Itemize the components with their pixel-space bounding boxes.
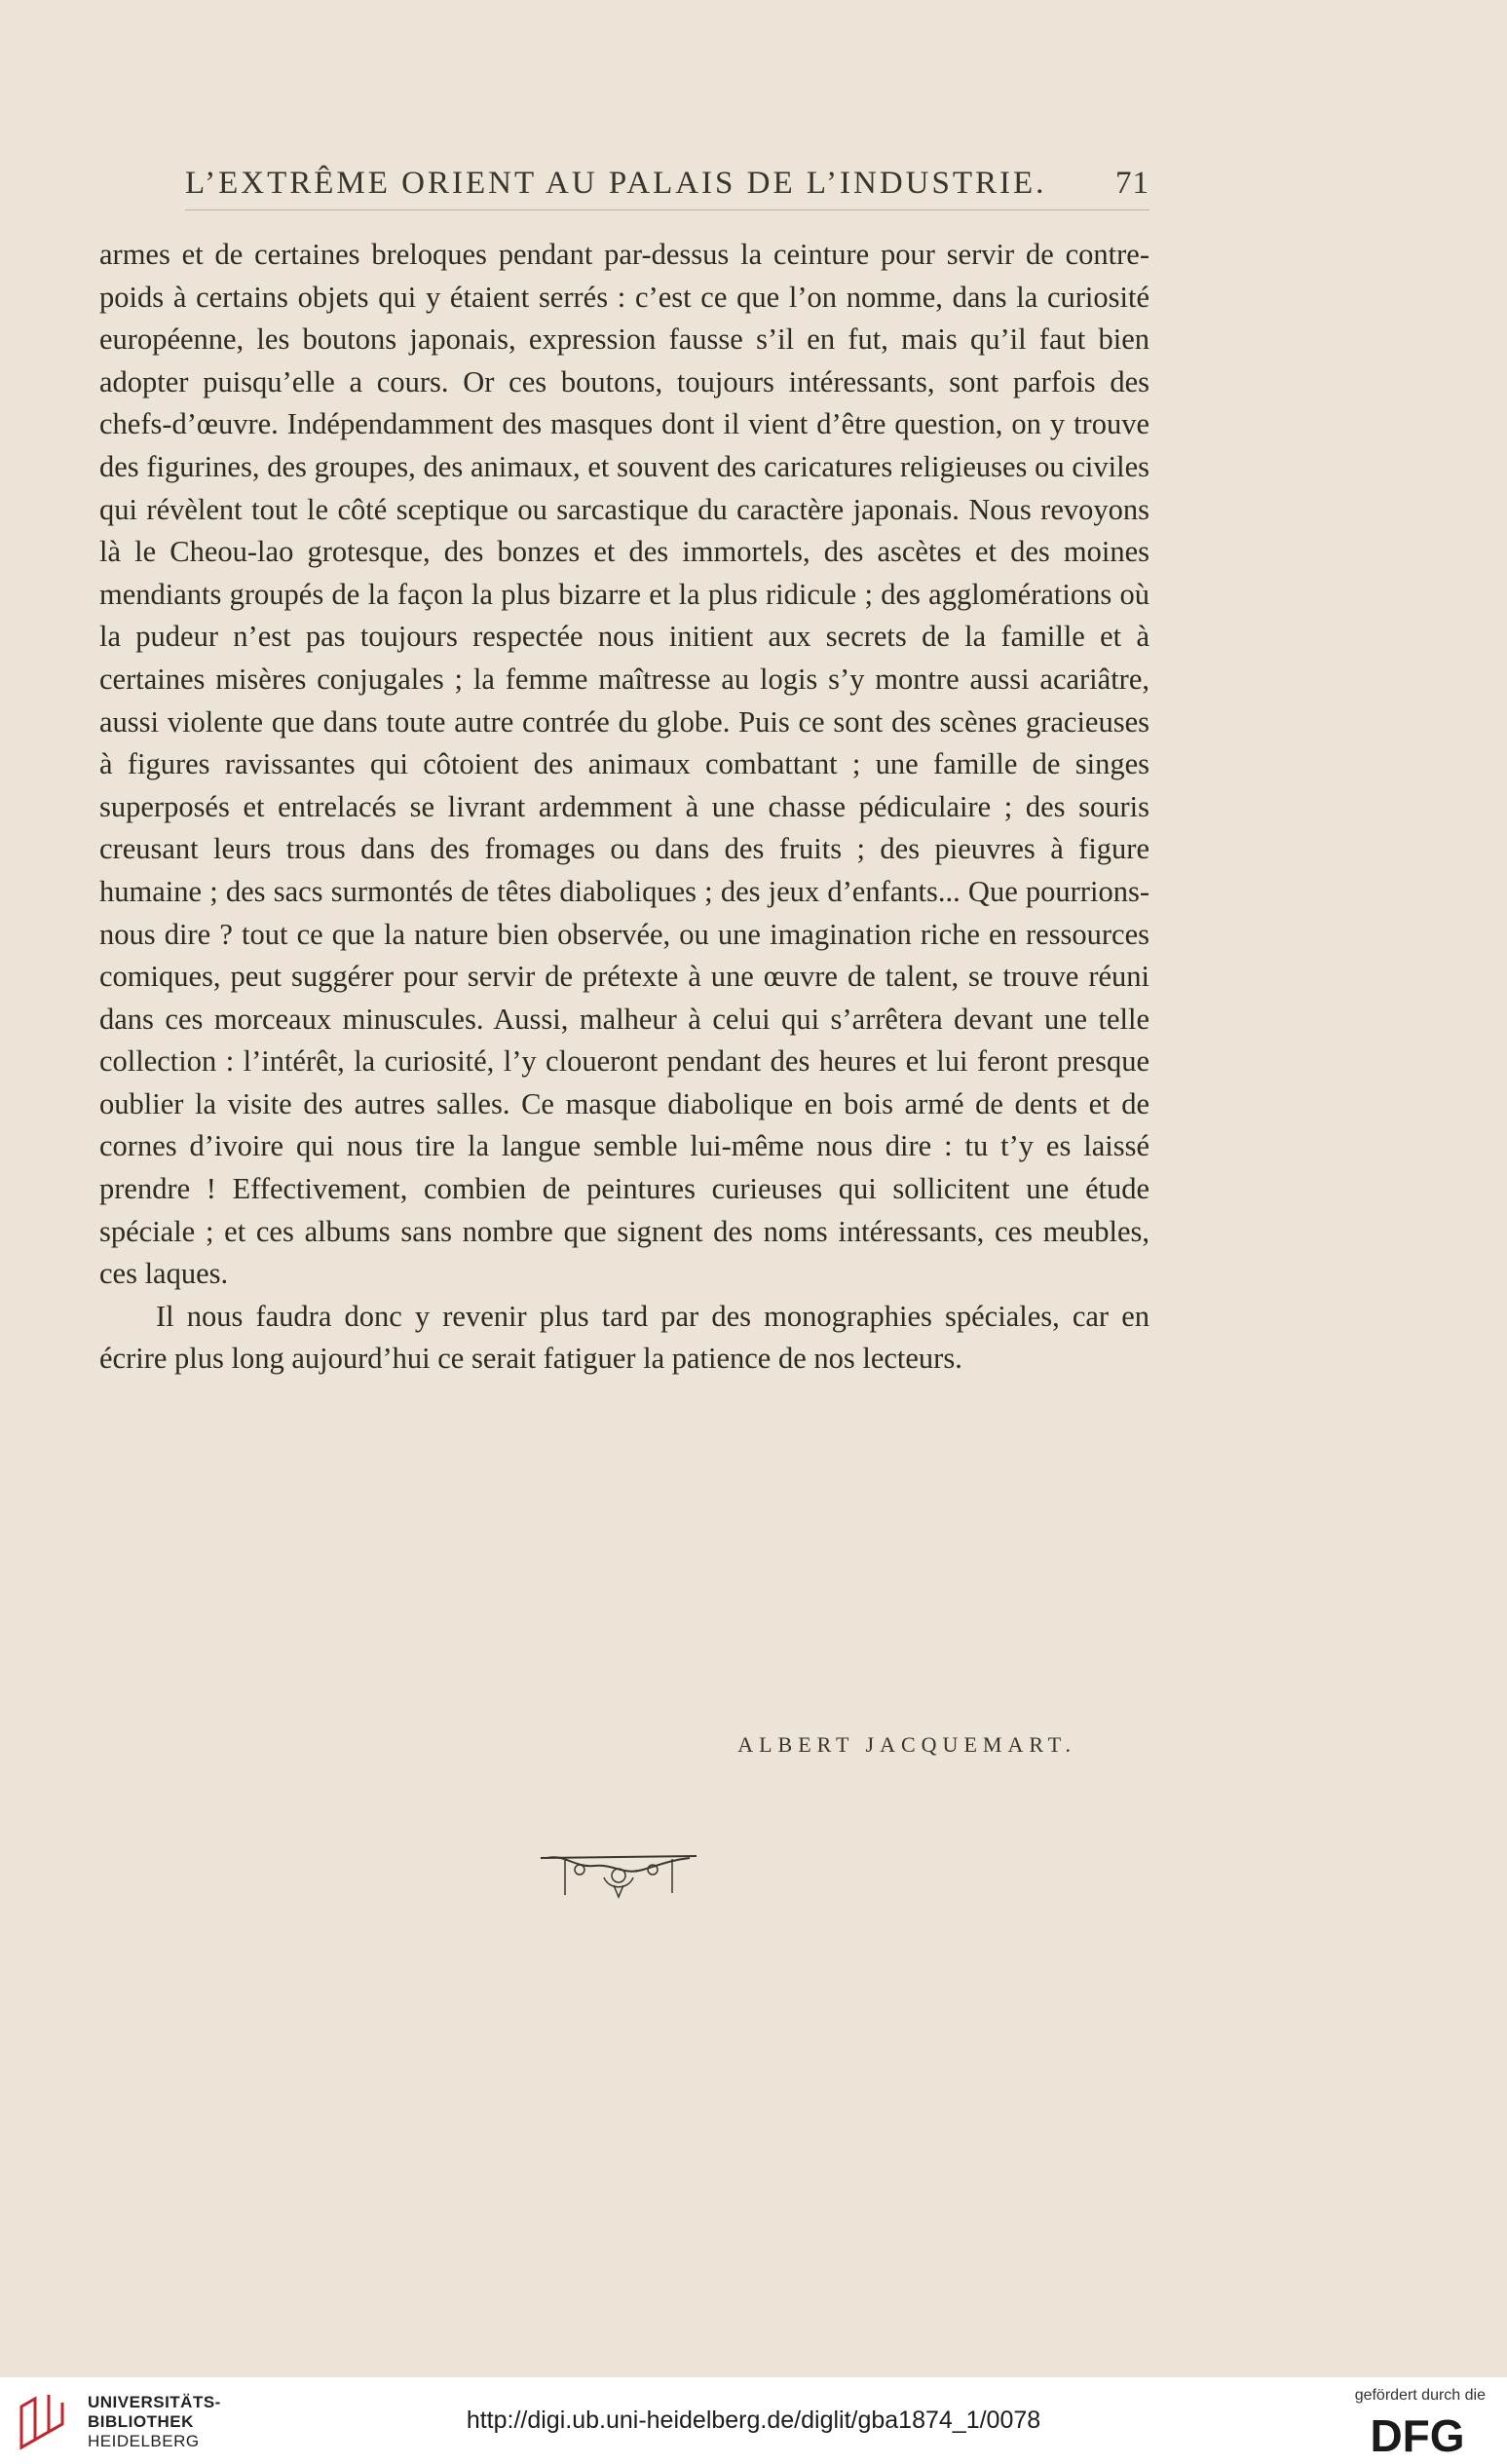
tailpiece-vignette-icon [536, 1846, 701, 1914]
digitization-footer [0, 2377, 1507, 2464]
page-number: 71 [1115, 166, 1149, 201]
paragraph-2: Il nous faudra donc y revenir plus tard par des monographies spéciales, car en écrire plus long aujourd’hui ce serait fatiguer la patience de nos lecteurs. [99, 1299, 1149, 1376]
dfg-logo-icon [1349, 2410, 1486, 2457]
paragraph-1: armes et de certaines breloques pendant par-dessus la ceinture pour servir de contre-poids à certains objets qui y étaient serrés : c’est ce que l’on nomme, dans la curiosité européenne, les boutons japonais, expression fausse s’il en fut, mais qu’il faut bien adopter puisqu’elle a cours. Or ces boutons, toujours intéressants, sont parfois des chefs-d’œuvre. Indépendamment des masques dont il vient d’être question, on y trouve des figurines, des groupes, des animaux, et souvent des caricatures religieuses ou civiles qui révèlent tout le côté sceptique ou sarcastique du caractère japonais. Nous revoyons là le Cheou-lao grotesque, des bonzes et des immortels, des ascètes et des moines mendiants groupés de la façon la plus bizarre et la plus ridicule ; des agglomérations où la pudeur n’est pas toujours respectée nous initient aux secrets de la famille et à certaines misères conjugales ; la femme maîtresse au logis s’y montre aussi acariâtre, aussi violente que dans toute autre contrée du globe. Puis ce sont des scènes gracieuses à figures ravissantes qui côtoient des animaux combattant ; une famille de singes superposés et entrelacés se livrant ardemment à une chasse pédiculaire ; des souris creusant leurs trous dans des fromages ou dans des fruits ; des pieuvres à figure humaine ; des sacs surmontés de têtes diaboliques ; des jeux d’enfants... Que pourrions-nous dire ? tout ce que la nature bien observée, ou une imagination riche en ressources comiques, peut suggérer pour servir de prétexte à une œuvre de talent, se trouve réuni dans ces morceaux minuscules. Aussi, malheur à celui qui s’arrêtera devant une telle collection : l’intérêt, la curiosité, l’y cloueront pendant des heures et lui feront presque oublier la visite des autres salles. Ce masque diabolique en bois armé de dents et de cornes d’ivoire qui nous tire la langue semble lui-même nous dire : tu t’y es laissé prendre ! Effectivement, combien de peintures curieuses qui sollicitent une étude spéciale ; et ces albums sans nombre que signent des noms intéressants, ces meubles, ces laques. [99, 238, 1149, 1291]
header-rule [185, 209, 1149, 210]
library-name-line-2: BIBLIOTHEK [88, 2412, 194, 2431]
library-name-line-1: UNIVERSITÄTS- [88, 2393, 221, 2411]
running-title: L’EXTRÊME ORIENT AU PALAIS DE L’INDUSTRIE. [185, 166, 1047, 201]
dfg-logo-text: DFG [1370, 2410, 1465, 2457]
author-signature: ALBERT JACQUEMART. [737, 1732, 1076, 1757]
permalink-url[interactable]: http://digi.ub.uni-heidelberg.de/diglit/gba1874_1/0078 [466, 2407, 1041, 2434]
body-text [99, 234, 1149, 1381]
library-name-line-3: HEIDELBERG [88, 2432, 200, 2450]
funding-caption: gefördert durch die [1354, 2387, 1486, 2404]
